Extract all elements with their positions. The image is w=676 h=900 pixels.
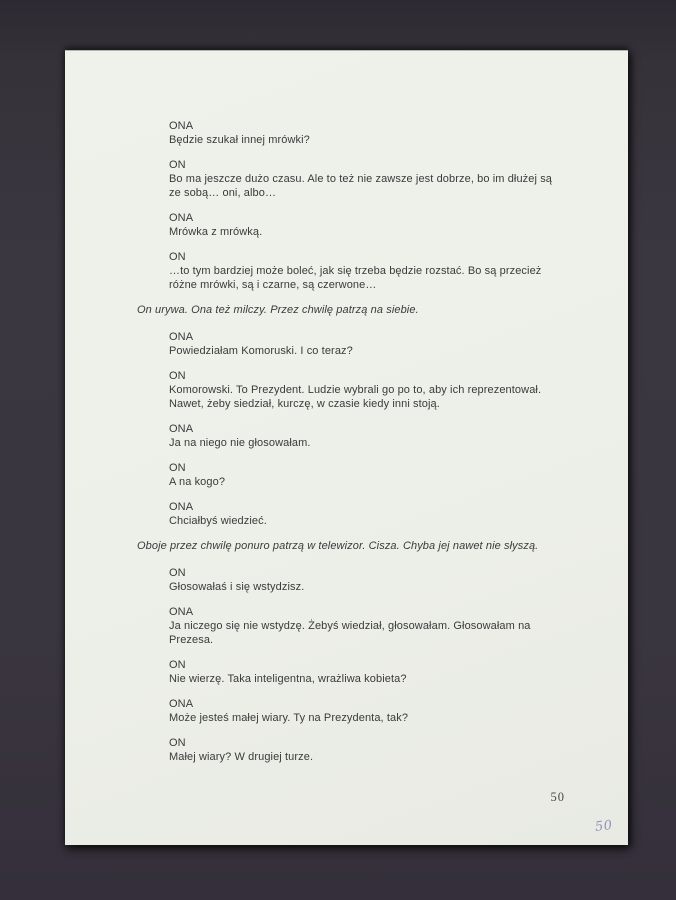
stage-direction <box>137 303 609 317</box>
speaker-label: ONA <box>169 331 194 343</box>
stage-line: On urywa. Ona też milczy. Przez chwilę patrzą na siebie. <box>137 304 419 316</box>
speaker-label: ONA <box>169 698 194 710</box>
speaker-label: ON <box>169 659 186 671</box>
dialogue-block <box>169 250 609 292</box>
stage-line: Oboje przez chwilę ponuro patrzą w telewizor. Cisza. Chyba jej nawet nie słyszą. <box>137 540 539 552</box>
dialogue-block <box>169 500 609 528</box>
dialogue-block <box>169 211 609 239</box>
dialogue-block <box>169 330 609 358</box>
dialogue-block <box>169 697 609 725</box>
dialogue-line: Nie wierzę. Taka inteligentna, wrażliwa kobieta? <box>169 673 407 685</box>
speaker-label: ON <box>169 251 186 263</box>
speaker-label: ONA <box>169 423 194 435</box>
speaker-label: ONA <box>169 606 194 618</box>
dialogue-line: różne mrówki, są i czarne, są czerwone… <box>169 279 377 291</box>
speaker-label: ON <box>169 737 186 749</box>
dialogue-line: Ja niczego się nie wstydzę. Żebyś wiedział, głosowałam. Głosowałam na <box>169 620 531 632</box>
dialogue-line: Ja na niego nie głosowałam. <box>169 437 311 449</box>
dialogue-block <box>169 736 609 764</box>
dialogue-line: Mrówka z mrówką. <box>169 226 263 238</box>
dialogue-line: A na kogo? <box>169 476 226 488</box>
dialogue-line: Nawet, żeby siedział, kurczę, w czasie kiedy inni stoją. <box>169 398 440 410</box>
dialogue-line: Komorowski. To Prezydent. Ludzie wybrali go po to, aby ich reprezentował. <box>169 384 542 396</box>
dialogue-block <box>169 566 609 594</box>
dialogue-line: Małej wiary? W drugiej turze. <box>169 751 314 763</box>
dialogue-block <box>169 461 609 489</box>
speaker-label: ON <box>169 370 186 382</box>
speaker-label: ON <box>169 159 186 171</box>
dialogue-block <box>169 158 609 200</box>
dialogue-line: Prezesa. <box>169 634 214 646</box>
handwritten-page-number: 50 <box>594 817 614 836</box>
dialogue-line: Będzie szukał innej mrówki? <box>169 134 310 146</box>
dialogue-line: ze sobą… oni, albo… <box>169 187 277 199</box>
stage-direction <box>137 539 609 553</box>
document-page <box>65 50 628 845</box>
dialogue-line: Chciałbyś wiedzieć. <box>169 515 267 527</box>
page-number: 50 <box>550 790 565 804</box>
dialogue-line: Może jesteś małej wiary. Ty na Prezydenta, tak? <box>169 712 409 724</box>
dialogue-block <box>169 605 609 647</box>
script-text <box>137 119 609 775</box>
dialogue-block <box>169 422 609 450</box>
dialogue-block <box>169 369 609 411</box>
dialogue-line: Bo ma jeszcze dużo czasu. Ale to też nie zawsze jest dobrze, bo im dłużej są <box>169 173 553 185</box>
speaker-label: ON <box>169 462 186 474</box>
dialogue-line: …to tym bardziej może boleć, jak się trzeba będzie rozstać. Bo są przecież <box>169 265 542 277</box>
speaker-label: ONA <box>169 120 194 132</box>
dialogue-block <box>169 658 609 686</box>
dialogue-block <box>169 119 609 147</box>
dialogue-line: Powiedziałam Komoruski. I co teraz? <box>169 345 353 357</box>
speaker-label: ON <box>169 567 186 579</box>
speaker-label: ONA <box>169 501 194 513</box>
speaker-label: ONA <box>169 212 194 224</box>
dialogue-line: Głosowałaś i się wstydzisz. <box>169 581 305 593</box>
